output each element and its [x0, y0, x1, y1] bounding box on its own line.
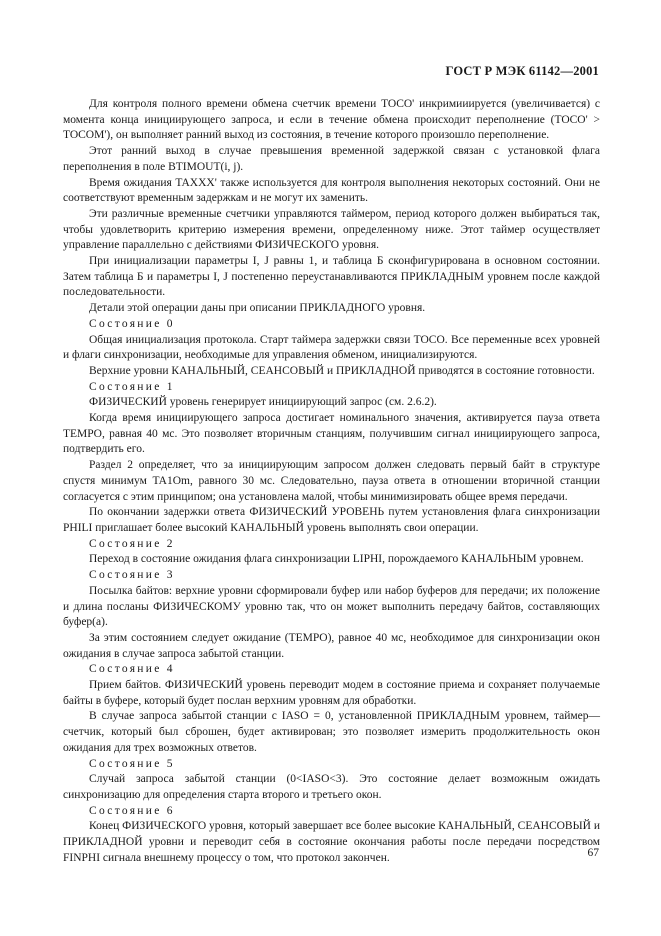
- state-heading: Состояние 0: [89, 317, 175, 330]
- state-heading: Состояние 1: [89, 380, 175, 393]
- state-heading: Состояние 5: [89, 757, 175, 770]
- paragraph: Для контроля полного времени обмена счетчик времени TOCO' инкримииируется (увеличивается) с момента конца инициирующего запроса, и если в течение обмена происходит переполнение (TOCO' > TOCOM'), он выполняет ранний выход из состояния, в течение которого произошло переполнение.: [63, 98, 600, 142]
- paragraph: ФИЗИЧЕСКИЙ уровень генерирует инициирующий запрос (см. 2.6.2).: [89, 396, 437, 409]
- document-body: [63, 97, 600, 866]
- paragraph: Случай запроса забытой станции (0<IASO<3). Это состояние делает возможным ожидать синхронизацию для определения старта второго и третьего окон.: [63, 773, 600, 801]
- paragraph: При инициализации параметры I, J равны 1, и таблица Б сконфигурирована в основном состоянии. Затем таблица Б и параметры I, J постепенно переустанавливаются ПРИКЛАДНЫМ уровнем после каждой последовательности.: [63, 255, 600, 299]
- paragraph: Посылка байтов: верхние уровни сформировали буфер или набор буферов для передачи; их положение и длина посланы ФИЗИЧЕСКОМУ уровню так, что он может выполнить передачу байтов, составляющих буфер(а).: [63, 584, 600, 629]
- paragraph: Конец ФИЗИЧЕСКОГО уровня, который завершает все более высокие КАНАЛЬНЫЙ, СЕАНСОВЫЙ и ПРИКЛАДНОЙ уровни и переводит себя в состояние окончания работы после передачи посредством FINPHI сигнала внешнему процессу о том, что протокол закончен.: [63, 820, 600, 864]
- paragraph: Этот ранний выход в случае превышения временной задержкой связан с установкой флага переполнения в поле BTIMOUT(i, j).: [63, 145, 600, 173]
- paragraph: За этим состоянием следует ожидание (TEMPO), равное 40 мс, необходимое для синхронизации окон ожидания в случае запроса забытой станции.: [63, 631, 600, 660]
- paragraph: Общая инициализация протокола. Старт таймера задержки связи TOCO. Все переменные всех уровней и флаги синхронизации, необходимые для управления обменом, инициализируются.: [63, 333, 600, 362]
- state-heading: Состояние 3: [89, 569, 175, 582]
- paragraph: По окончании задержки ответа ФИЗИЧЕСКИЙ УРОВЕНЬ путем установления флага синхронизации PHILI приглашает более высокий КАНАЛЬНЫЙ уровень выполнять свои операции.: [63, 506, 600, 534]
- paragraph: Эти различные временные счетчики управляются таймером, период которого должен выбираться так, чтобы удовлетворить критерию измерения времени, определенному ниже. Этот таймер осуществляет управление параллельно с действиями ФИЗИЧЕСКОГО уровня.: [63, 207, 600, 252]
- state-heading: Состояние 2: [89, 537, 175, 550]
- paragraph: Раздел 2 определяет, что за инициирующим запросом должен следовать первый байт в структуре спустя минимум TA1Om, равного 30 мс. Следовательно, пауза ответа в отношении вторичной станции согласуется с этим принципом; она установлена малой, чтобы минимизировать общее время передачи.: [63, 459, 600, 503]
- paragraph: В случае запроса забытой станции с IASO = 0, установленной ПРИКЛАДНЫМ уровнем, таймер—счетчик, который был сброшен, будет активирован; это позволяет измерить продолжительность окон ожидания для трех возможных ответов.: [63, 710, 600, 754]
- paragraph: Детали этой операции даны при описании ПРИКЛАДНОГО уровня.: [89, 302, 426, 315]
- paragraph: Время ожидания TAXXX' также используется для контроля выполнения некоторых состояний. Они не соответствуют временным задержкам и не могут их заменить.: [63, 176, 600, 205]
- paragraph: Верхние уровни КАНАЛЬНЫЙ, СЕАНСОВЫЙ и ПРИКЛАДНОЙ приводятся в состояние готовности.: [89, 364, 595, 377]
- state-heading: Состояние 4: [89, 663, 175, 676]
- paragraph: Когда время инициирующего запроса достигает номинального значения, активируется пауза ответа TEMPO, равная 40 мс. Это позволяет вторичным станциям, получившим сигнал инициирующего запроса, подтвердить его.: [63, 412, 600, 456]
- document-header: ГОСТ Р МЭК 61142—2001: [445, 64, 599, 78]
- page-number: 67: [587, 847, 599, 859]
- paragraph: Прием байтов. ФИЗИЧЕСКИЙ уровень переводит модем в состояние приема и сохраняет получаемые байты в буфере, который будет послан верхним уровням для обработки.: [63, 679, 600, 707]
- state-heading: Состояние 6: [89, 804, 175, 817]
- paragraph: Переход в состояние ожидания флага синхронизации LIPHI, порождаемого КАНАЛЬНЫМ уровнем.: [89, 553, 584, 566]
